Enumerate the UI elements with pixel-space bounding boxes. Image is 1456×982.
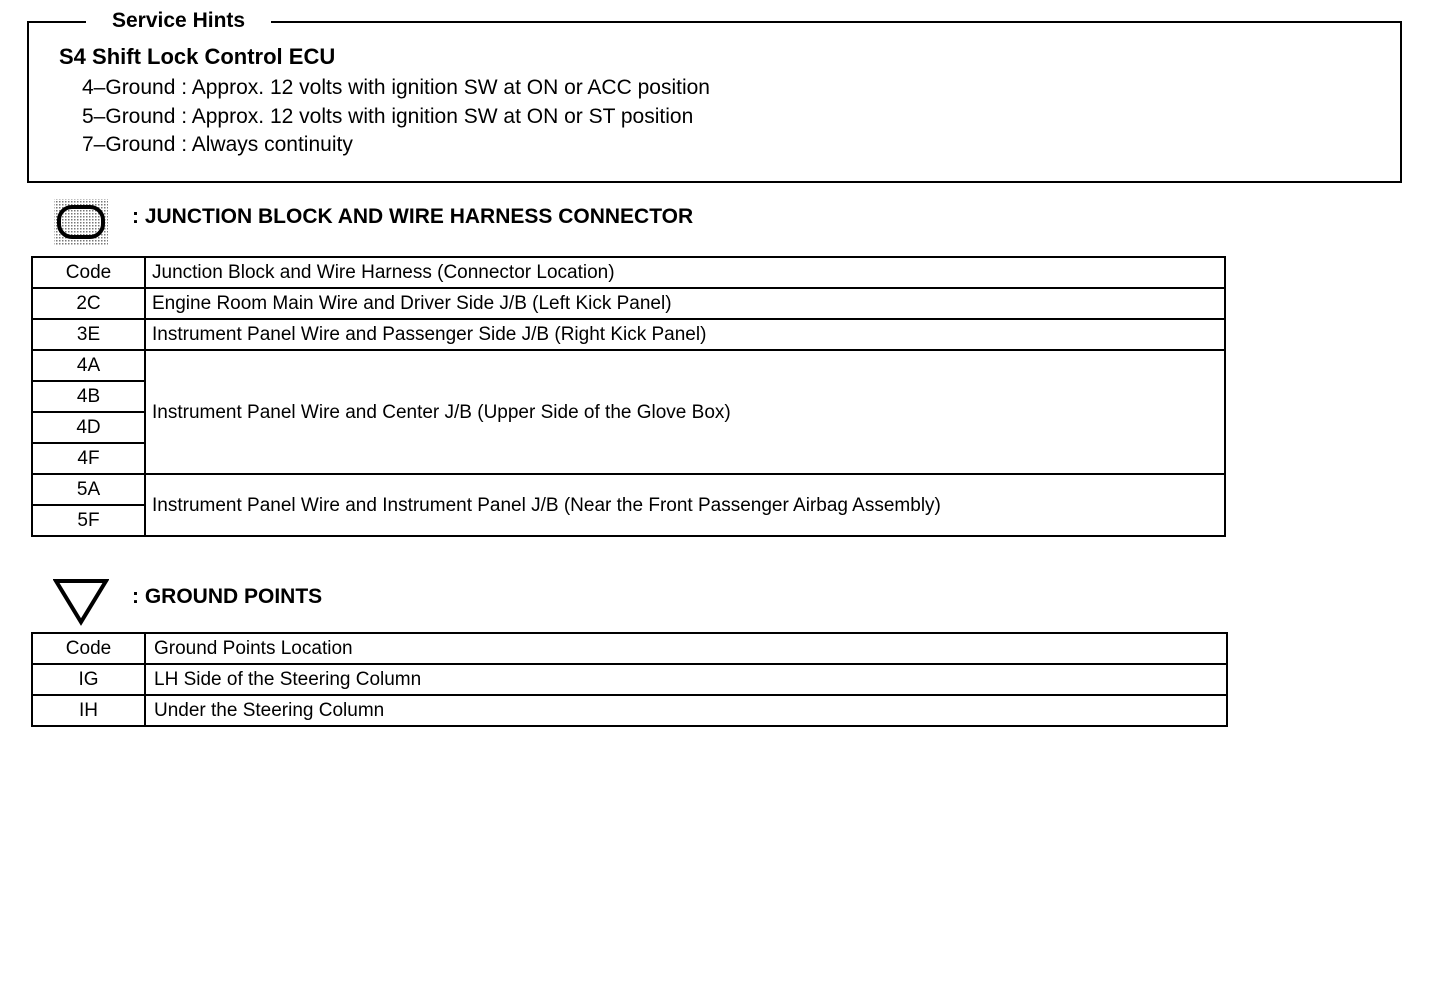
table-row xyxy=(32,664,1227,695)
code-cell: 5A xyxy=(32,474,145,505)
location-cell: Engine Room Main Wire and Driver Side J/B (Left Kick Panel) xyxy=(145,288,1225,319)
hint-line-2: 5–Ground : Approx. 12 volts with ignition SW at ON or ST position xyxy=(82,105,694,128)
code-cell: 2C xyxy=(32,288,145,319)
code-cell: 4F xyxy=(32,443,145,474)
table-header-row xyxy=(32,633,1227,664)
junction-section-title: : JUNCTION BLOCK AND WIRE HARNESS CONNECTOR xyxy=(132,205,694,228)
code-cell: IH xyxy=(32,695,145,726)
code-cell: IG xyxy=(32,664,145,695)
code-header: Code xyxy=(32,633,145,664)
code-cell: 4A xyxy=(32,350,145,381)
table-row xyxy=(32,695,1227,726)
table-row xyxy=(32,350,1225,381)
location-cell: Instrument Panel Wire and Instrument Panel J/B (Near the Front Passenger Airbag Assembly) xyxy=(145,474,1225,536)
hint-line-3: 7–Ground : Always continuity xyxy=(82,133,353,156)
code-header: Code xyxy=(32,257,145,288)
ground-section-title: : GROUND POINTS xyxy=(132,585,323,608)
ground-triangle-icon xyxy=(53,578,109,626)
location-cell: Instrument Panel Wire and Center J/B (Upper Side of the Glove Box) xyxy=(145,350,1225,474)
table-row xyxy=(32,319,1225,350)
table-row xyxy=(32,288,1225,319)
hint-line-1: 4–Ground : Approx. 12 volts with ignition SW at ON or ACC position xyxy=(82,76,710,99)
location-cell: Instrument Panel Wire and Passenger Side J/B (Right Kick Panel) xyxy=(145,319,1225,350)
junction-block-icon xyxy=(53,198,109,246)
service-hints-heading: Service Hints xyxy=(86,8,271,34)
table-header-row xyxy=(32,257,1225,288)
junction-table xyxy=(31,256,1226,537)
code-cell: 4B xyxy=(32,381,145,412)
location-header: Ground Points Location xyxy=(145,633,1227,664)
ecu-title: S4 Shift Lock Control ECU xyxy=(59,44,336,69)
ground-table xyxy=(31,632,1228,727)
location-header: Junction Block and Wire Harness (Connector Location) xyxy=(145,257,1225,288)
location-cell: LH Side of the Steering Column xyxy=(145,664,1227,695)
table-row xyxy=(32,474,1225,505)
code-cell: 4D xyxy=(32,412,145,443)
code-cell: 3E xyxy=(32,319,145,350)
location-cell: Under the Steering Column xyxy=(145,695,1227,726)
code-cell: 5F xyxy=(32,505,145,536)
